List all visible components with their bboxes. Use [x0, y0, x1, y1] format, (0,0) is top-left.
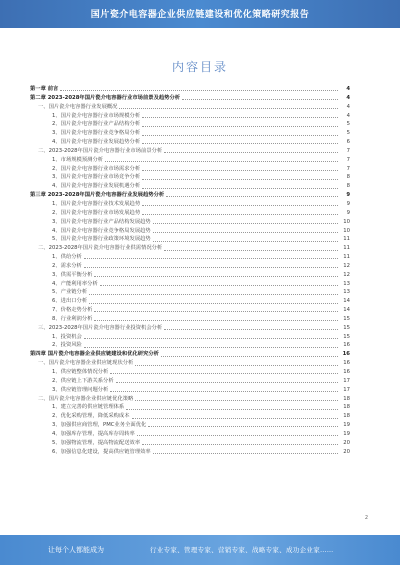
toc-entry-title: 1、国片瓷介电容器行业技术发展趋势: [52, 200, 141, 207]
toc-entry-title: 1、供应链整体情况分析: [52, 369, 109, 375]
toc-entry-title: 2、国片瓷介电容器行业产品结构分析: [52, 121, 141, 128]
toc-leader-dots: [60, 89, 338, 91]
toc-entry-title: 5、产业链分析: [52, 289, 88, 296]
toc-entry-title: 1、供给分析: [52, 254, 82, 261]
toc-entry[interactable]: [30, 253, 350, 262]
toc-entry-title: 8、行业利润分析: [52, 315, 93, 322]
toc-entry-page: 14: [343, 307, 350, 314]
toc-leader-dots: [153, 240, 338, 242]
toc-entry[interactable]: [30, 200, 350, 209]
toc-entry[interactable]: [30, 439, 350, 448]
toc-entry[interactable]: [30, 297, 350, 306]
toc-entry-page: 10: [343, 227, 350, 234]
toc-leader-dots: [142, 134, 338, 136]
toc-entry-page: 16: [343, 342, 350, 349]
toc-leader-dots: [126, 408, 338, 410]
toc-entry[interactable]: [30, 182, 350, 191]
toc-leader-dots: [119, 107, 338, 109]
toc-entry-page: 11: [343, 245, 350, 252]
toc-entry[interactable]: [30, 324, 350, 333]
toc-entry-title: 1、投资机会: [52, 333, 82, 340]
toc-leader-dots: [132, 417, 338, 419]
toc-entry[interactable]: [30, 218, 350, 227]
toc-entry-page: 18: [343, 395, 350, 402]
toc-entry-page: 12: [343, 262, 350, 269]
toc-entry-title: 2、国片瓷介电容器行业市场需求分析: [52, 165, 141, 172]
toc-entry[interactable]: [30, 85, 350, 94]
toc-entry-page: 7: [346, 165, 350, 172]
toc-entry[interactable]: [30, 262, 350, 271]
toc-entry[interactable]: [30, 430, 350, 439]
toc-leader-dots: [166, 195, 338, 197]
toc-entry-page: 17: [343, 386, 350, 393]
toc-entry-title: 7、价格走势分析: [52, 307, 93, 314]
toc-leader-dots: [142, 213, 338, 215]
toc-entry[interactable]: [30, 421, 350, 430]
toc-entry[interactable]: [30, 448, 350, 457]
toc-leader-dots: [137, 434, 338, 436]
toc-entry-title: 第二章 2023-2028年国片瓷介电容器行业市场前景及趋势分析: [30, 94, 181, 101]
toc-entry-page: 20: [343, 448, 350, 455]
toc-entry-page: 5: [346, 121, 350, 128]
toc-entry[interactable]: [30, 103, 350, 112]
toc-entry[interactable]: [30, 112, 350, 121]
toc-entry-title: 6、加强信息化建设，提高供应链管理效率: [52, 448, 151, 455]
toc-entry-title: 一、国片瓷介电容器行业发展概况: [38, 103, 118, 110]
toc-entry-page: 9: [346, 200, 350, 207]
toc-leader-dots: [94, 319, 338, 321]
toc-leader-dots: [153, 231, 338, 233]
toc-entry-page: 8: [346, 183, 350, 190]
toc-leader-dots: [142, 204, 338, 206]
toc-entry-title: 3、加强供应商管理，PMC业务全面优化: [52, 422, 147, 429]
toc-entry-page: 11: [343, 254, 350, 261]
toc-entry-title: 1、建立完善的供应链管理体系: [52, 404, 125, 411]
toc-entry-page: 9: [346, 209, 350, 216]
toc-leader-dots: [142, 125, 338, 127]
toc-entry-title: 第一章 前言: [30, 86, 59, 92]
toc-entry[interactable]: [30, 129, 350, 138]
toc-leader-dots: [100, 284, 338, 286]
toc-entry[interactable]: [30, 244, 350, 253]
toc-entry[interactable]: [30, 306, 350, 315]
toc-entry-title: 3、国片瓷介电容器行业市场竞争分析: [52, 174, 141, 181]
toc-entry[interactable]: [30, 315, 350, 324]
toc-entry-page: 4: [346, 112, 350, 119]
toc-entry-page: 17: [343, 377, 350, 384]
toc-leader-dots: [164, 151, 338, 153]
footer-slogan: 让每个人都能成为: [48, 546, 104, 554]
toc-entry[interactable]: [30, 120, 350, 129]
toc-entry-title: 三、2023-2028年国片瓷介电容器行业投资机会分析: [38, 324, 163, 331]
report-title: 国片瓷介电容器企业供应链建设和优化策略研究报告: [90, 10, 310, 20]
toc-title: 内容目录: [171, 60, 228, 74]
toc-list: [30, 85, 350, 456]
toc-entry[interactable]: [30, 280, 350, 289]
toc-entry-title: 2、供应链上下游关系分析: [52, 377, 114, 384]
toc-entry-title: 2、优化采购管理，降低采购成本: [52, 413, 130, 420]
toc-entry-page: 16: [342, 351, 350, 358]
toc-entry-title: 3、供应链管理问题分析: [52, 386, 109, 393]
toc-entry-page: 15: [343, 333, 350, 340]
toc-entry[interactable]: [30, 368, 350, 377]
toc-entry-title: 二、国片瓷介电容器企业供应链优化策略: [38, 395, 134, 402]
toc-entry-title: 一、国片瓷介电容器企业供应链现状分析: [38, 360, 134, 367]
toc-entry[interactable]: [30, 341, 350, 350]
toc-entry-page: 19: [343, 430, 350, 437]
toc-entry-title: 4、国片瓷介电容器行业竞争格局发展趋势: [52, 227, 151, 234]
toc-entry-page: 13: [343, 289, 350, 296]
toc-entry-title: 4、加强库存管理，提高库存周转率: [52, 430, 135, 437]
toc-entry[interactable]: [30, 359, 350, 368]
toc-leader-dots: [161, 355, 338, 357]
toc-entry[interactable]: [30, 147, 350, 156]
toc-leader-dots: [142, 169, 338, 171]
toc-entry[interactable]: [30, 138, 350, 147]
toc-leader-dots: [164, 328, 338, 330]
toc-entry-page: 7: [346, 156, 350, 163]
toc-entry-title: 第四章 国片瓷介电容器企业供应链建设和优化研究分析: [30, 351, 159, 358]
toc-leader-dots: [84, 257, 338, 259]
toc-leader-dots: [84, 346, 338, 348]
toc-entry-page: 19: [343, 422, 350, 429]
toc-leader-dots: [153, 452, 338, 454]
toc-leader-dots: [84, 266, 338, 268]
toc-entry-title: 1、国片瓷介电容器行业市场规模分析: [52, 112, 141, 119]
toc-entry[interactable]: [30, 403, 350, 412]
toc-leader-dots: [110, 390, 338, 392]
toc-entry-page: 15: [343, 315, 350, 322]
toc-leader-dots: [105, 160, 338, 162]
toc-leader-dots: [153, 222, 338, 224]
toc-entry[interactable]: [30, 173, 350, 182]
toc-leader-dots: [89, 293, 338, 295]
toc-entry-page: 20: [343, 439, 350, 446]
toc-entry-title: 4、国片瓷介电容器行业发展机遇分析: [52, 183, 141, 190]
toc-leader-dots: [142, 142, 338, 144]
toc-entry-page: 16: [343, 360, 350, 367]
toc-entry-page: 8: [346, 174, 350, 181]
toc-entry-title: 3、国片瓷介电容器行业产品结构发展趋势: [52, 218, 151, 225]
toc-entry[interactable]: [30, 333, 350, 342]
toc-entry[interactable]: [30, 350, 350, 359]
toc-entry-page: 4: [346, 103, 350, 110]
toc-leader-dots: [164, 249, 338, 251]
toc-leader-dots: [110, 372, 338, 374]
toc-leader-dots: [148, 425, 338, 427]
toc-entry[interactable]: [30, 377, 350, 386]
toc-leader-dots: [135, 399, 338, 401]
toc-entry-page: 6: [346, 139, 350, 146]
toc-leader-dots: [94, 310, 338, 312]
toc-entry-page: 4: [346, 94, 350, 101]
toc-entry-page: 18: [343, 404, 350, 411]
toc-entry-title: 第三章 2023-2028年国片瓷介电容器行业发展趋势分析: [30, 192, 165, 199]
toc-entry-page: 16: [343, 369, 350, 375]
toc-entry-title: 3、供需平衡分析: [52, 271, 93, 278]
toc-leader-dots: [89, 302, 338, 304]
footer-bar: [0, 535, 400, 565]
toc-leader-dots: [182, 98, 338, 100]
toc-entry[interactable]: [30, 156, 350, 165]
toc-leader-dots: [94, 275, 338, 277]
toc-entry-title: 5、国片瓷介电容器行业政策环境发展趋势: [52, 236, 151, 243]
toc-leader-dots: [142, 443, 338, 445]
toc-entry[interactable]: [30, 227, 350, 236]
toc-entry[interactable]: [30, 191, 350, 200]
toc-entry-title: 2、投资风险: [52, 342, 82, 349]
toc-entry[interactable]: [30, 209, 350, 218]
page-number: 2: [364, 515, 368, 521]
toc-entry-title: 二、2023-2028年国片瓷介电容器行业市场前景分析: [38, 147, 163, 154]
toc-entry-page: 10: [343, 218, 350, 225]
toc-entry-title: 二、2023-2028年国片瓷介电容器行业供需情况分析: [38, 245, 163, 252]
toc-entry-page: 5: [346, 130, 350, 137]
toc-entry-title: 5、加强物流管理，提高物流配送效率: [52, 439, 141, 446]
toc-entry-page: 14: [343, 298, 350, 305]
toc-entry-title: 4、国片瓷介电容器行业发展趋势分析: [52, 139, 141, 146]
toc-entry-title: 2、国片瓷介电容器行业市场发展趋势: [52, 209, 141, 216]
toc-entry-title: 6、进出口分析: [52, 298, 88, 305]
header-bar: [0, 0, 400, 28]
footer-tagline: 行业专家、管理专家、营销专家、战略专家、成功企业家……: [150, 546, 334, 554]
toc-leader-dots: [84, 337, 338, 339]
toc-leader-dots: [142, 178, 338, 180]
toc-entry[interactable]: [30, 386, 350, 395]
toc-entry-page: 4: [346, 86, 350, 92]
toc-entry-page: 12: [343, 271, 350, 278]
toc-entry-page: 11: [343, 236, 350, 243]
toc-entry[interactable]: [30, 94, 350, 103]
toc-entry-page: 13: [343, 280, 350, 287]
toc-entry-page: 15: [343, 324, 350, 331]
toc-entry-page: 9: [346, 192, 350, 199]
toc-entry[interactable]: [30, 165, 350, 174]
toc-entry-page: 7: [346, 147, 350, 154]
toc-entry-title: 2、需求分析: [52, 262, 82, 269]
toc-entry-title: 4、产能利用率分析: [52, 280, 98, 287]
toc-leader-dots: [116, 381, 338, 383]
toc-entry[interactable]: [30, 235, 350, 244]
toc-leader-dots: [142, 187, 338, 189]
toc-entry-title: 3、国片瓷介电容器行业竞争格局分析: [52, 130, 141, 137]
toc-leader-dots: [135, 364, 338, 366]
toc-entry[interactable]: [30, 412, 350, 421]
toc-entry[interactable]: [30, 288, 350, 297]
toc-entry-title: 1、市场规模预测分析: [52, 156, 104, 163]
toc-leader-dots: [142, 116, 338, 118]
toc-entry[interactable]: [30, 271, 350, 280]
toc-entry-page: 18: [343, 413, 350, 420]
toc-entry[interactable]: [30, 395, 350, 404]
